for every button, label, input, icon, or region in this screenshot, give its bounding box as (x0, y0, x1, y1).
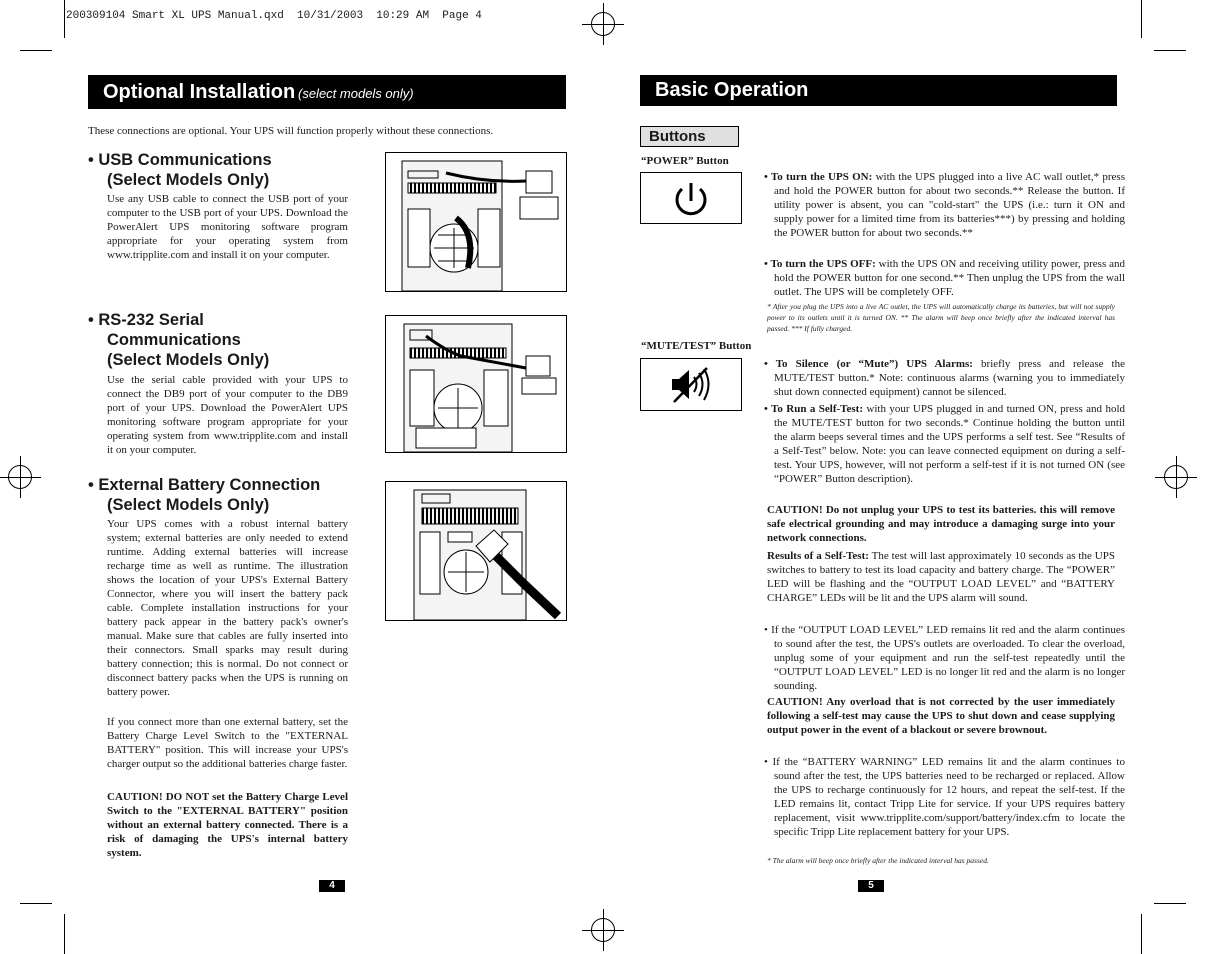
ups-rs232-illustration (385, 315, 567, 453)
left-header-subtitle: (select models only) (298, 86, 414, 101)
rs232-heading-line1: • RS-232 Serial (88, 311, 204, 329)
rs232-heading-line2: Communications (107, 331, 241, 349)
crop-mark (1141, 0, 1142, 38)
caution-overload: CAUTION! Any overload that is not corrected by the user immediately following a self-test may cause the UPS to shut down and cease supplying output power in the event of a blackout or severe brownout. (767, 696, 1115, 736)
silence-instructions: • To Silence (or “Mute”) UPS Alarms: briefly press and release the MUTE/TEST button.* Note: continuous alarms (warning you to immediately shut down connected equipment) cannot be silenced. (764, 358, 1125, 398)
power-icon (641, 173, 741, 223)
rs232-body: Use the serial cable provided with your UPS to connect the DB9 port of your computer to the DB9 port of your UPS. Download the PowerAlert UPS monitoring software program appropriate for your operating system from www.tripplite.com and install it on your computer. (107, 374, 348, 456)
power-button-image (640, 172, 742, 224)
caution-unplug: CAUTION! Do not unplug your UPS to test its batteries. this will remove safe electrical grounding and may introduce a damaging surge into your network connections. (767, 504, 1115, 544)
mute-footnote: * The alarm will beep once briefly after the indicated interval has passed. (767, 856, 989, 865)
ext-battery-caution: CAUTION! DO NOT set the Battery Charge Level Switch to the "EXTERNAL BATTERY" position without an external battery connected. There is a risk of damaging the UPS's internal battery system. (107, 791, 348, 859)
crop-mark (1154, 903, 1186, 904)
crop-mark (1154, 50, 1186, 51)
crop-mark (1141, 914, 1142, 954)
self-test-results: Results of a Self-Test: The test will last approximately 10 seconds as the UPS switches to battery to test its load capacity and battery charge. The “POWER” LED will be flashing and the “OUTPUT LOAD LEVEL” and “BATTERY CHARGE” LEDs will be lit and the UPS alarm will sound. (767, 550, 1115, 604)
registration-mark-top (591, 12, 615, 36)
ups-external-battery-illustration (385, 481, 567, 621)
mute-button-image (640, 358, 742, 411)
crop-mark (64, 0, 65, 38)
mute-icon (641, 359, 741, 410)
registration-mark-right (1164, 465, 1188, 489)
buttons-heading: Buttons (640, 126, 739, 147)
ext-battery-heading (88, 475, 378, 515)
right-header-title: Basic Operation (655, 79, 809, 101)
ups-usb-illustration (385, 152, 567, 292)
power-on-instructions: • To turn the UPS ON: with the UPS plugged into a live AC wall outlet,* press and hold the POWER button for about two seconds.** Release the button. If utility power is absent, you can "cold-start" the UPS (i.e.: turn it ON and supply power for a limited time from its batteries***) by pressing and holding the POWER button for about two seconds.** (764, 171, 1125, 239)
power-off-instructions: • To turn the UPS OFF: with the UPS ON and receiving utility power, press and hold the POWER button for one second.** Then unplug the UPS from the wall outlet. The UPS will be completely OFF. (764, 258, 1125, 298)
battery-warning-bullet: • If the “BATTERY WARNING” LED remains lit and the alarm continues to sound after the test, the UPS batteries need to be recharged or replaced. Allow the UPS to recharge continuously for 12 hours, and repeat the self-test. If the LED remains lit, contact Tripp Lite for service. If your UPS requires battery replacement, visit www.tripplite.com/support/battery/index.cfm to locate the specific Tripp Lite replacement battery for your UPS. (764, 756, 1125, 838)
usb-heading-line2: (Select Models Only) (107, 171, 270, 189)
self-test-instructions: • To Run a Self-Test: with your UPS plugged in and turned ON, press and hold the MUTE/TEST button for two seconds.* Continue holding the button until the alarm beeps several times and the UPS performs a self test. See “Results of a Self-Test” below. Note: you can leave connected equipment on during a self-test. Your UPS, however, will not perform a self-test if it is not turned ON (see “POWER” Button description). (764, 403, 1126, 485)
ext-battery-heading-line1: • External Battery Connection (88, 476, 321, 494)
power-button-label: “POWER” Button (641, 155, 729, 167)
left-header-title: Optional Installation (103, 81, 296, 103)
crop-mark (20, 903, 52, 904)
intro-text: These connections are optional. Your UPS will function properly without these connections. (88, 125, 494, 137)
file-slug: 200309104 Smart XL UPS Manual.qxd 10/31/2003 10:29 AM Page 4 (66, 10, 482, 22)
mute-button-label: “MUTE/TEST” Button (641, 340, 752, 352)
rs232-heading (88, 310, 378, 370)
right-header-bar (640, 75, 1117, 106)
power-footnote: * After you plug the UPS into a live AC outlet, the UPS will automatically charge its batteries, but will not supply power to its outlets until it is turned ON. ** The alarm will beep once briefly after the indicated interval has passed. *** If fully charged. (767, 302, 1115, 333)
crop-mark (64, 914, 65, 954)
registration-mark-bottom (591, 918, 615, 942)
crop-mark (20, 50, 52, 51)
ext-battery-heading-line2: (Select Models Only) (107, 496, 270, 514)
usb-heading (88, 150, 378, 190)
page-number-left: 4 (319, 880, 345, 892)
ext-battery-body-1: Your UPS comes with a robust internal battery system; external batteries are only needed to extend runtime. Adding external batteries will increase recharge time as well as runtime. The illustration shows the location of your UPS's External Battery Connector, where you will insert the battery pack cable. Complete installation instructions for your battery pack appear in the battery pack's owner's manual. Make sure that cables are fully inserted into their connectors. Small sparks may result during battery connection; this is normal. Do not connect or disconnect battery packs when the UPS is running on battery power. (107, 518, 348, 698)
usb-body: Use any USB cable to connect the USB port of your computer to the USB port of your UPS. Download the PowerAlert UPS monitoring software program appropriate for your operating system from www.tripplite.com and install it on your computer. (107, 193, 348, 261)
page-number-right: 5 (858, 880, 884, 892)
rs232-heading-line3: (Select Models Only) (107, 351, 270, 369)
overload-bullet: • If the “OUTPUT LOAD LEVEL” LED remains lit red and the alarm continues to sound after the test, the UPS's outlets are overloaded. To clear the overload, unplug some of your equipment and run the self-test repeatedly until the “OUTPUT LOAD LEVEL” LED is no longer lit red and the alarm is no longer sounding. (764, 624, 1125, 692)
ext-battery-body-2: If you connect more than one external battery, set the Battery Charge Level Switch to the "EXTERNAL BATTERY" position. This will increase your UPS's charger output so the additional batteries charge faster. (107, 716, 348, 770)
registration-mark-left (8, 465, 32, 489)
usb-heading-line1: • USB Communications (88, 151, 272, 169)
left-header-bar (88, 75, 566, 109)
